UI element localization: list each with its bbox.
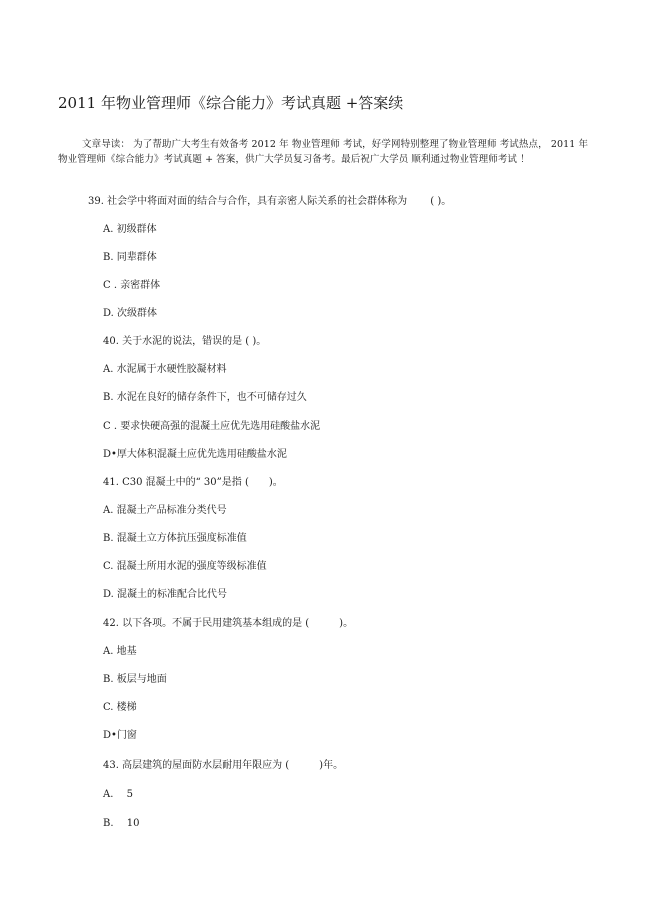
question-39-option-d: D. 次级群体 bbox=[103, 308, 158, 319]
question-41-option-a: A. 混凝土产品标准分类代号 bbox=[103, 505, 227, 516]
question-40-option-c: C . 要求快硬高强的混凝土应优先选用硅酸盐水泥 bbox=[103, 421, 321, 432]
question-41: 41. C30 混凝土中的“ 30”是指 ( )。 bbox=[103, 477, 283, 488]
question-43: 43. 高层建筑的屋面防水层耐用年限应为 ( )年。 bbox=[103, 760, 344, 771]
question-40-option-d: D•厚大体积混凝土应优先选用硅酸盐水泥 bbox=[103, 449, 287, 460]
question-39-option-b: B. 同辈群体 bbox=[103, 252, 157, 263]
question-42-option-d: D•门窗 bbox=[103, 730, 137, 741]
question-42-option-a: A. 地基 bbox=[103, 646, 137, 657]
question-43-option-b: B. 10 bbox=[103, 818, 140, 829]
question-41-option-b: B. 混凝土立方体抗压强度标准值 bbox=[103, 533, 247, 544]
document-title: 2011 年物业管理师《综合能力》考试真题 +答案续 bbox=[58, 94, 404, 112]
question-40: 40. 关于水泥的说法，错误的是 ( )。 bbox=[103, 336, 267, 347]
question-40-option-b: B. 水泥在良好的储存条件下，也不可储存过久 bbox=[103, 392, 307, 403]
question-42-option-c: C. 楼梯 bbox=[103, 702, 137, 713]
question-42-option-b: B. 板层与地面 bbox=[103, 674, 167, 685]
question-39-option-c: C . 亲密群体 bbox=[103, 280, 161, 291]
question-43-option-a: A. 5 bbox=[103, 789, 133, 800]
question-41-option-d: D. 混凝土的标准配合比代号 bbox=[103, 589, 228, 600]
question-42: 42. 以下各项。不属于民用建筑基本组成的是 ( )。 bbox=[103, 618, 354, 629]
question-39: 39. 社会学中将面对面的结合与合作，具有亲密人际关系的社会群体称为 ( )。 bbox=[88, 196, 452, 207]
question-41-option-c: C. 混凝土所用水泥的强度等级标准值 bbox=[103, 561, 267, 572]
article-intro: 文章导读： 为了帮助广大考生有效备考 2012 年 物业管理师 考试，好学网特别整理了物业管理师 考试热点， 2011 年物业管理师《综合能力》考试真题 + 答案，供广大学员复习备考。最后祝广大学员 顺利通过物业管理师考试 ！ bbox=[58, 139, 589, 165]
question-40-option-a: A. 水泥属于水硬性胶凝材料 bbox=[103, 364, 227, 375]
question-39-option-a: A. 初级群体 bbox=[103, 224, 157, 235]
